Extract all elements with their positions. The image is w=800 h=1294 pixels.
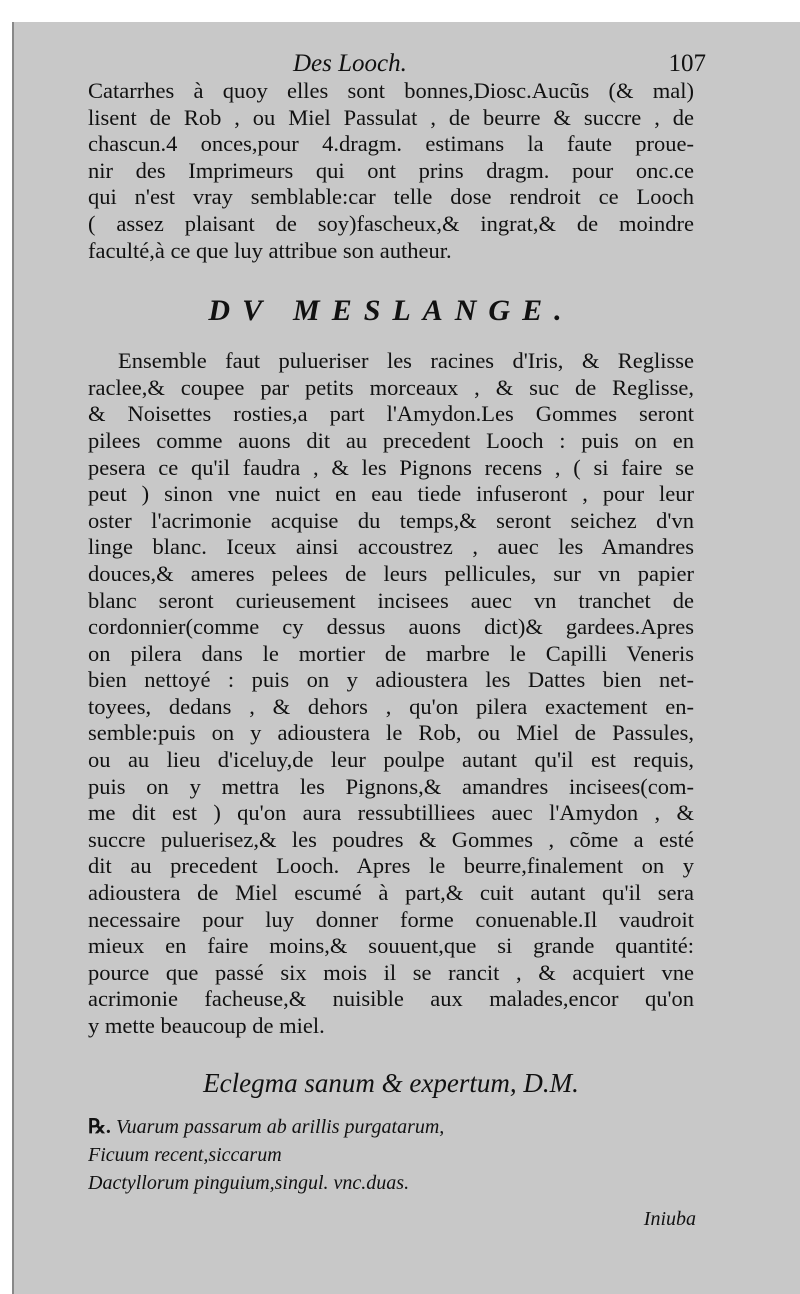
paragraph-meslange	[88, 348, 694, 1039]
text-line: adioustera de Miel escumé à part,& cuit autant qu'il sera	[88, 880, 694, 906]
page-number: 107	[668, 50, 706, 77]
recipe-ingredient: Dactyllorum pinguium,singul. vnc.duas.	[88, 1171, 410, 1194]
running-head-title: Des Looch.	[293, 50, 407, 77]
text-line: ou au lieu d'iceluy,de leur poulpe autant qu'il est requis,	[88, 747, 694, 773]
recipe-list	[88, 1113, 694, 1197]
text-line: blanc seront curieusement incisees auec vn tranchet de	[88, 587, 694, 613]
text-line: bien nettoyé : puis on y adioustera les Dattes bien net-	[88, 667, 694, 693]
text-line: pource que passé six mois il se rancit , & acquiert vne	[88, 959, 694, 985]
text-line: acrimonie facheuse,& nuisible aux malades,encor qu'on	[88, 986, 694, 1012]
text-line: Ensemble faut pulueriser les racines d'Iris, & Reglisse	[118, 348, 694, 374]
text-line: semble:puis on y adioustera le Rob, ou Miel de Passules,	[88, 720, 694, 746]
text-line: pesera ce qu'il faudra , & les Pignons recens , ( si faire se	[88, 454, 694, 480]
catchword: Iniuba	[643, 1208, 696, 1230]
section-heading: DV MESLANGE.	[208, 294, 574, 328]
text-line: pilees comme auons dit au precedent Looch : puis on en	[88, 427, 694, 453]
text-line: on pilera dans le mortier de marbre le Capilli Veneris	[88, 640, 694, 666]
text-line: Catarrhes à quoy elles sont bonnes,Diosc.Aucũs (& mal)	[88, 78, 694, 103]
text-line: puis on y mettra les Pignons,& amandres incisees(com-	[88, 773, 694, 799]
text-line: cordonnier(comme cy dessus auons dict)& gardees.Apres	[88, 614, 694, 640]
recipe-ingredient: Ficuum recent,siccarum	[88, 1143, 282, 1166]
text-line: qui n'est vray semblable:car telle dose rendroit ce Looch	[88, 184, 694, 210]
text-line: lisent de Rob , ou Miel Passulat , de beurre & succre , de	[88, 104, 694, 130]
recipe-line	[88, 1113, 694, 1141]
running-head	[88, 48, 706, 78]
recipe-symbol: ℞.	[88, 1115, 111, 1138]
text-line: mieux en faire moins,& souuent,que si grande quantité:	[88, 933, 694, 959]
text-line: succre puluerisez,& les poudres & Gommes , cõme a esté	[88, 826, 694, 852]
text-line: oster l'acrimonie acquise du temps,& seront seichez d'vn	[88, 507, 694, 533]
text-line: chascun.4 onces,pour 4.dragm. estimans la faute proue-	[88, 131, 694, 157]
text-line: peut ) sinon vne nuict en eau tiede infuseront , pour leur	[88, 481, 694, 507]
text-line: douces,& ameres pelees de leurs pellicules, sur vn papier	[88, 560, 694, 586]
text-line: faculté,à ce que luy attribue son autheur.	[88, 237, 452, 263]
text-line: nir des Imprimeurs qui ont prins dragm. pour onc.ce	[88, 157, 694, 183]
text-line: dit au precedent Looch. Apres le beurre,finalement on y	[88, 853, 694, 879]
recipe-line	[88, 1169, 694, 1197]
text-line: necessaire pour luy donner forme conuenable.Il vaudroit	[88, 906, 694, 932]
text-line: me dit est ) qu'on aura ressubtilliees auec l'Amydon , &	[88, 800, 694, 826]
recipe-ingredient: Vuarum passarum ab arillis purgatarum,	[115, 1115, 445, 1138]
recipe-title: Eclegma sanum & expertum, D.M.	[203, 1067, 579, 1098]
paragraph-continued	[88, 78, 694, 264]
text-line: & Noisettes rosties,a part l'Amydon.Les Gommes seront	[88, 401, 694, 427]
text-line: linge blanc. Iceux ainsi accoustrez , auec les Amandres	[88, 534, 694, 560]
text-line: raclee,& coupee par petits morceaux , & suc de Reglisse,	[88, 374, 694, 400]
book-page	[12, 22, 800, 1294]
recipe-line	[88, 1141, 694, 1169]
text-line: ( assez plaisant de soy)fascheux,& ingrat,& de moindre	[88, 210, 694, 236]
text-line: y mette beaucoup de miel.	[88, 1013, 325, 1038]
page-content	[88, 48, 706, 1230]
text-line: toyees, dedans , & dehors , qu'on pilera exactement en-	[88, 693, 694, 719]
